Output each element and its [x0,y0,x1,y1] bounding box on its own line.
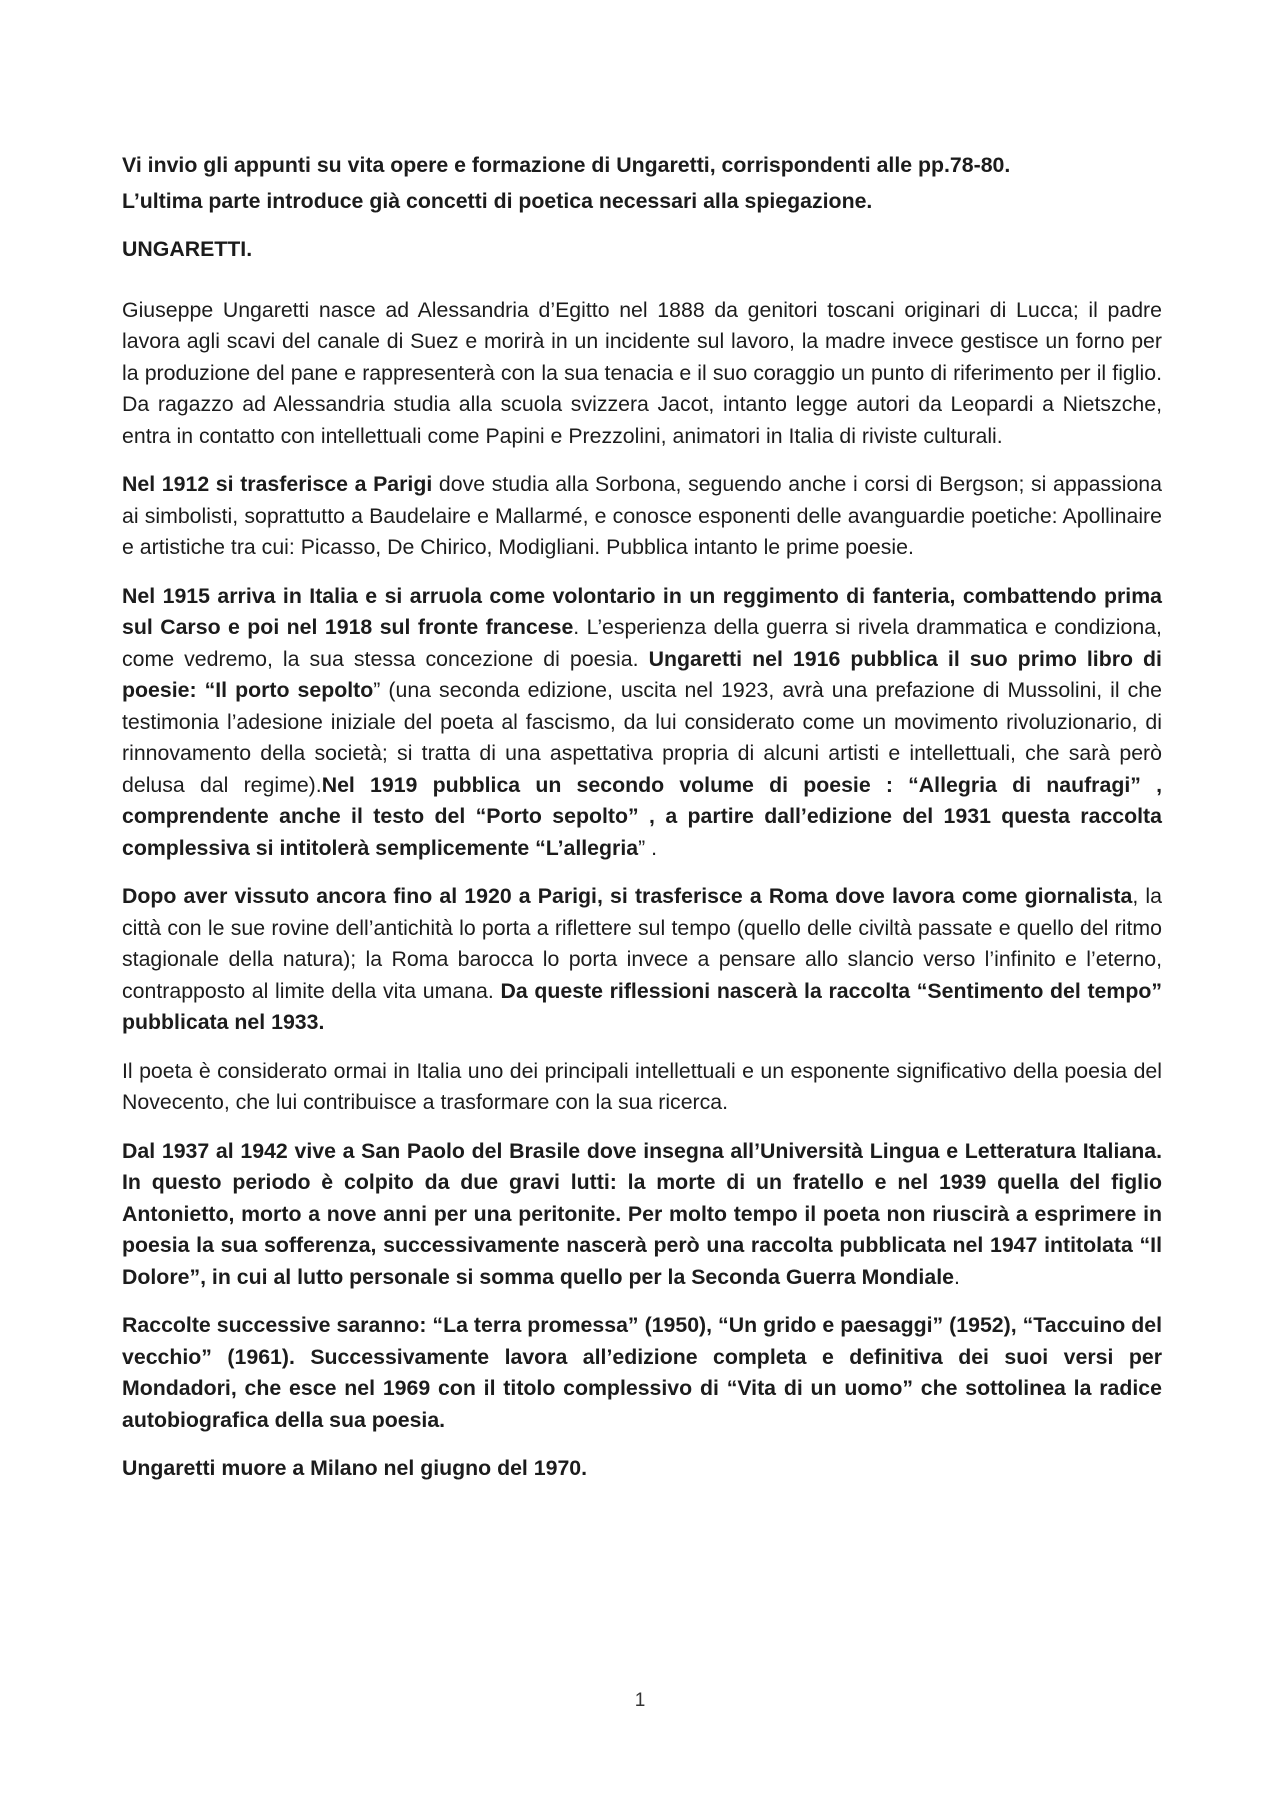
intro-line-2: L’ultima parte introduce già concetti di poetica necessari alla spiegazione. [122,188,873,213]
paragraph-war-text-2: ” (una seconda edizione, uscita nel 1923, avrà una prefazione di Mussolini, il che testimonia l’adesione iniziale del poeta al fascismo, da lui considerato come un movimento rivoluzionario, di rinnovamento della società; si tratta di una aspettativa propria di alcuni artisti e intellettuali, che sarà però delusa dal regime). [122,678,1162,797]
paragraph-war [122,581,1162,865]
paragraph-war-text-1: . L’esperienza della guerra si rivela drammatica e condiziona, come vedremo, la sua stessa concezione di poesia. [122,615,1162,671]
paragraph-rome-bold-2: Da queste riflessioni nascerà la raccolta “Sentimento del tempo” pubblicata nel 1933. [122,978,1162,1034]
paragraph-brazil-text: . [953,1264,960,1289]
paragraph-birth: Giuseppe Ungaretti nasce ad Alessandria d’Egitto nel 1888 da genitori toscani originari di Lucca; il padre lavora agli scavi del canale di Suez e morirà in un incidente sul lavoro, la madre invece gestisce un forno per la produzione del pane e rappresenterà con la sua tenacia e il suo coraggio un punto di riferimento per il figlio. Da ragazzo ad Alessandria studia alla scuola svizzera Jacot, intanto legge autori da Leopardi a Nietszche, entra in contatto con intellettuali come Papini e Prezzolini, animatori in Italia di riviste culturali. [122,297,1162,448]
paragraph-war-bold-3: Nel 1919 pubblica un secondo volume di poesie : “Allegria di naufragi” , comprendente anche il testo del “Porto sepolto” , a partire dall’edizione del 1931 questa raccolta complessiva si intitolerà semplicemente “L’allegria [122,772,1163,860]
paragraph-later-works: Raccolte successive saranno: “La terra promessa” (1950), “Un grido e paesaggi” (1952), “Taccuino del vecchio” (1961). Successivamente lavora all’edizione completa e definitiva dei suoi versi per Mondadori, che esce nel 1969 con il titolo complessivo di “Vita di un uomo” che sottolinea la radice autobiografica della sua poesia. [122,1313,1162,1432]
paragraph-paris-bold: Nel 1912 si trasferisce a Parigi [122,472,433,496]
section-title: UNGARETTI. [122,237,253,261]
document-body [122,150,1162,1502]
paragraph-war-text-3: ” . [638,835,658,860]
paragraph-rome [122,881,1162,1039]
page-number: 1 [634,1690,646,1711]
paragraph-brazil [122,1136,1162,1294]
intro-line-1: Vi invio gli appunti su vita opere e formazione di Ungaretti, corrispondenti alle pp.78-80. [122,153,1011,177]
paragraph-rome-bold-1: Dopo aver vissuto ancora fino al 1920 a Parigi, si trasferisce a Roma dove lavora come giornalista [122,884,1133,908]
paragraph-war-bold-2: Ungaretti nel 1916 pubblica il suo primo libro di poesie: “Il porto sepolto [122,646,1162,702]
paragraph-paris-text: dove studia alla Sorbona, seguendo anche i corsi di Bergson; si appassiona ai simbolisti, soprattutto a Baudelaire e Mallarmé, e conosce esponenti delle avanguardie poetiche: Apollinaire e artistiche tra cui: Picasso, De Chirico, Modigliani. Pubblica intanto le prime poesie. [122,472,1162,559]
paragraph-death: Ungaretti muore a Milano nel giugno del 1970. [122,1456,588,1480]
paragraph-reputation: Il poeta è considerato ormai in Italia uno dei principali intellettuali e un esponente significativo della poesia del Novecento, che lui contribuisce a trasformare con la sua ricerca. [122,1058,1162,1114]
paragraph-rome-text-1: , la città con le sue rovine dell’antichità lo porta a riflettere sul tempo (quello delle civiltà passate e quello del ritmo stagionale della natura); la Roma barocca lo porta invece a pensare allo slancio verso l’infinito e l’eterno, contrapposto al limite della vita umana. [122,884,1162,1003]
paragraph-brazil-bold: Dal 1937 al 1942 vive a San Paolo del Brasile dove insegna all’Università Lingua e Letteratura Italiana. In questo periodo è colpito da due gravi lutti: la morte di un fratello e nel 1939 quella del figlio Antonietto, morto a nove anni per una peritonite. Per molto tempo il poeta non riuscirà a esprimere in poesia la sua sofferenza, successivamente nascerà però una raccolta pubblicata nel 1947 intitolata “Il Dolore”, in cui al lutto personale si somma quello per la Seconda Guerra Mondiale [122,1138,1162,1289]
paragraph-paris [122,469,1162,564]
paragraph-war-bold-1: Nel 1915 arriva in Italia e si arruola come volontario in un reggimento di fanteria, combattendo prima sul Carso e poi nel 1918 sul fronte francese [122,583,1162,639]
